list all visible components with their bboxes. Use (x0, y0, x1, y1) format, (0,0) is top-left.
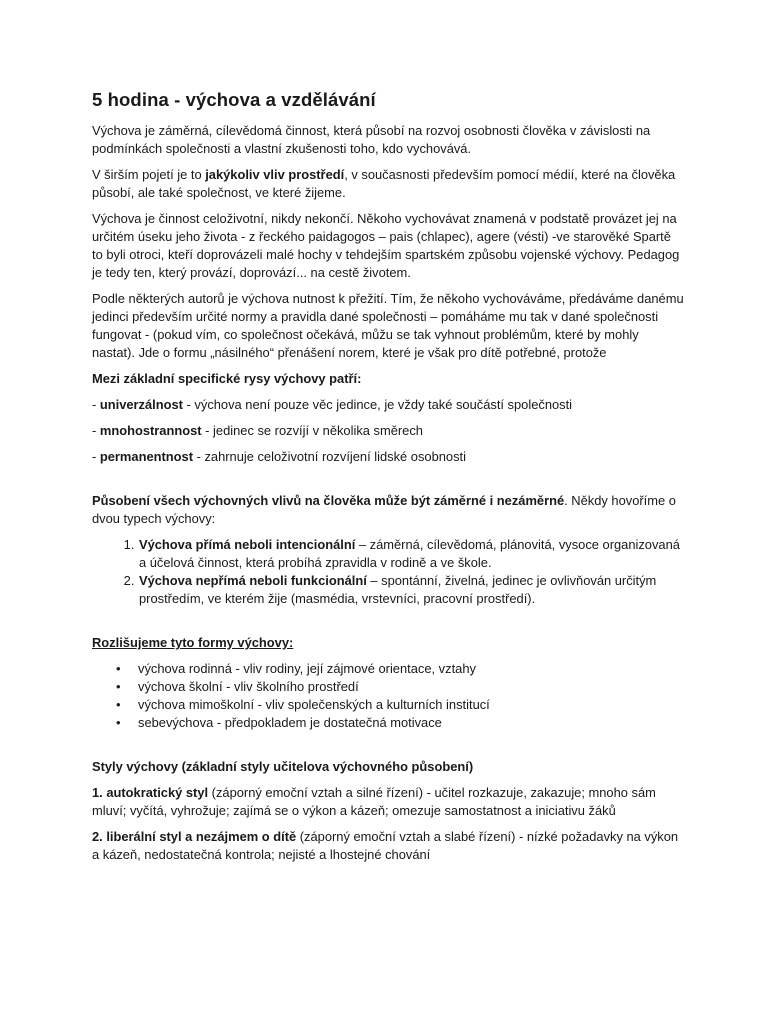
style-item (92, 828, 684, 864)
bullet-icon: • (116, 715, 121, 730)
form-text: výchova školní - vliv školního prostředí (138, 679, 359, 694)
style-term: 1. autokratický styl (92, 785, 209, 800)
type-desc: – spontánní, živelná, jedinec je ovlivňován určitým prostředím, ve kterém žije (masmédia, vrstevníci, pracovní prostředí). (139, 573, 657, 606)
style-term: 2. liberální styl a nezájmem o dítě (92, 829, 297, 844)
paragraph-lifelong: Výchova je činnost celoživotní, nikdy nekončí. Někoho vychovávat znamená v podstatě provázet jej na určitém úseku jeho života - z řeckého paidagogos – pais (chlapec), agere (vésti) -ve starověké Spartě to byli otroci, kteří doprovázeli malé hochy v tehdejším spartském způsobu vojenské výchovy. Pedagog je tedy ten, který provází, doprovází... na cestě životem. (92, 211, 680, 280)
forms-list (92, 660, 684, 732)
form-text: výchova rodinná - vliv rodiny, její zájmové orientace, vztahy (138, 661, 476, 676)
trait-desc: - jedinec se rozvíjí v několika směrech (201, 423, 423, 438)
styles-heading: Styly výchovy (základní styly učitelova výchovného působení) (92, 759, 474, 774)
trait-desc: - zahrnuje celoživotní rozvíjení lidské osobnosti (193, 449, 466, 464)
list-item (138, 572, 684, 608)
trait-item: - permanentnost - zahrnuje celoživotní rozvíjení lidské osobnosti (92, 449, 466, 464)
list-item (116, 696, 684, 714)
spacer (92, 740, 684, 758)
paragraph-influence (92, 492, 684, 528)
text: . Někdy hovoříme o dvou typech výchovy: (92, 493, 676, 526)
bold-phrase: jakýkoliv vliv prostředí (205, 167, 345, 182)
text: , v současnosti především pomocí médií, které na člověka působí, ale také společnost, ve které žijeme. (92, 167, 676, 200)
traits-heading: Mezi základní specifické rysy výchovy patří: (92, 371, 362, 386)
trait-item: - mnohostrannost - jedinec se rozvíjí v několika směrech (92, 423, 423, 438)
spacer (92, 616, 684, 634)
style-desc: (záporný emoční vztah a silné řízení) - učitel rozkazuje, zakazuje; mnoho sám mluví; vyčítá, vyhrožuje; zajímá se o výkon a kázeň; omezuje samostatnost a iniciativu žáků (92, 785, 656, 818)
list-item (116, 660, 684, 678)
list-item (116, 678, 684, 696)
text: V širším pojetí je to (92, 167, 206, 182)
type-desc: – záměrná, cílevědomá, plánovitá, vysoce organizovaná a účelová činnost, která probíhá zpravidla v rodině a ve škole. (139, 537, 680, 570)
list-item (116, 714, 684, 732)
trait-desc: - výchova není pouze věc jedince, je vždy také součástí společnosti (182, 397, 573, 412)
form-text: výchova mimoškolní - vliv společenských a kulturních institucí (138, 697, 490, 712)
paragraph-definition: Výchova je záměrná, cílevědomá činnost, která působí na rozvoj osobnosti člověka v závislosti na podmínkách společnosti a vlastní zkušenosti toho, kdo vychovává. (92, 123, 651, 156)
paragraph-necessity: Podle některých autorů je výchova nutnost k přežití. Tím, že někoho vychováváme, předáváme danému jedinci především určité normy a pravidla dané společnosti – pomáháme mu tak v dané společnosti fungovat - (pokud vím, co společnost očekává, můžu se tak vyhnout problémům, které by mohly nastat). Jde o formu „násilného“ přenášení norem, které je však pro dítě potřebné, protože (92, 291, 684, 360)
trait-term: permanentnost (99, 449, 193, 464)
list-item (138, 536, 684, 572)
type-term: Výchova přímá neboli intencionální (139, 537, 356, 552)
bold-phrase: Působení všech výchovných vlivů na člověka může být záměrné i nezáměrné (92, 493, 565, 508)
forms-heading: Rozlišujeme tyto formy výchovy: (92, 635, 294, 650)
bullet-icon: • (116, 679, 121, 694)
trait-item: - univerzálnost - výchova není pouze věc jedince, je vždy také součástí společnosti (92, 397, 573, 412)
bullet-icon: • (116, 661, 121, 676)
spacer (92, 474, 684, 492)
bullet-icon: • (116, 697, 121, 712)
style-item (92, 784, 684, 820)
type-term: Výchova nepřímá neboli funkcionální (139, 573, 367, 588)
trait-term: mnohostrannost (99, 423, 202, 438)
page-title: 5 hodina - výchova a vzdělávání (92, 89, 376, 110)
style-desc: (záporný emoční vztah a slabé řízení) - nízké požadavky na výkon a kázeň, nedostatečná kontrola; nejisté a lhostejné chování (92, 829, 679, 862)
types-list (92, 536, 684, 608)
form-text: sebevýchova - předpokladem je dostatečná motivace (138, 715, 442, 730)
paragraph-broader-sense (92, 166, 684, 202)
trait-term: univerzálnost (99, 397, 183, 412)
